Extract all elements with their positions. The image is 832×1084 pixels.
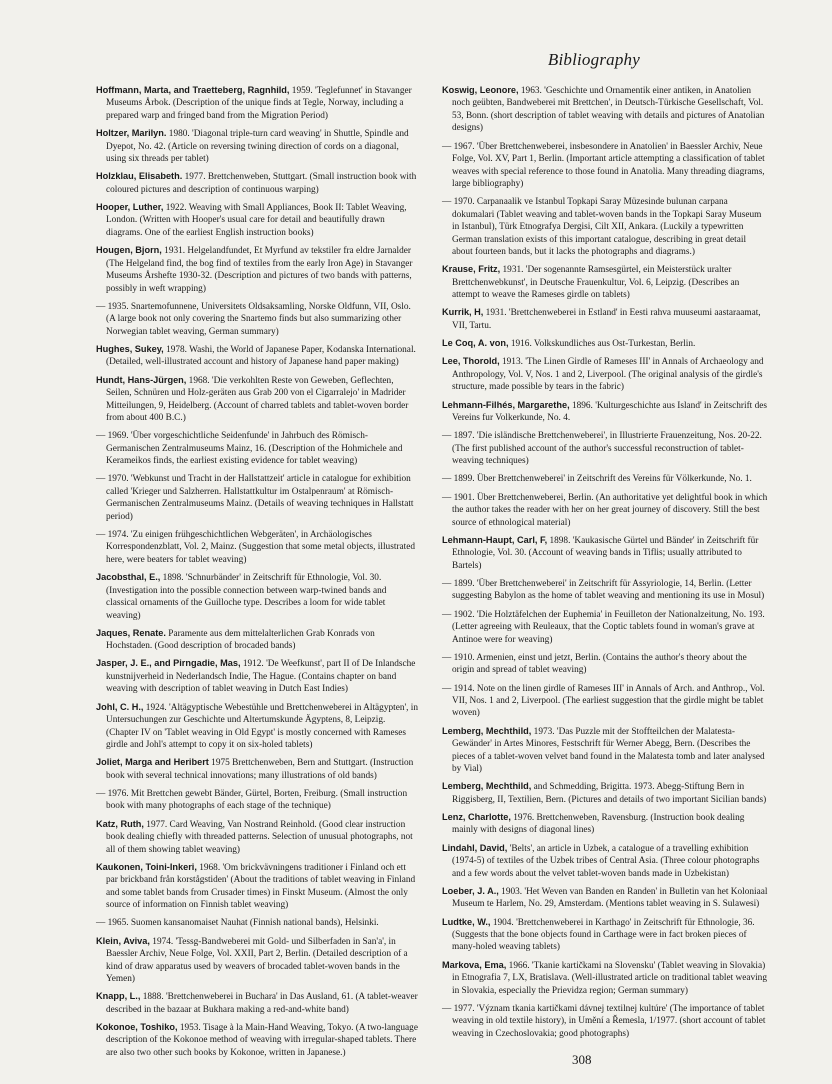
- bibliography-entry: [96, 861, 420, 912]
- page-header: Bibliography: [547, 50, 640, 69]
- entry-text: 1904. 'Brettchenweberei in Karthago' in Zeitschrift für Ethnologie, 36. (Suggests that the bone objects found in Carthage were in fact broken pieces of many-holed weaving tablets): [452, 917, 755, 953]
- left-column: [96, 84, 420, 1064]
- entry-text: 'Belts', an article in Uzbek, a catalogue of a travelling exhibition (1974-5) of textiles of the Uzbek tribes of Central Asia. (Three colour photographs and a few words about the velvet tablet-woven bands made in Uzbekistan): [452, 843, 760, 879]
- entry-text: 1973. 'Das Puzzle mit der Stoffteilchen der Malatesta-Gewänder' in Artes Minores, Festschrift für Werner Abegg, Bern. (Describes the pieces of a tablet-woven velvet band found in the Malatesta tomb and later analysed by Vial): [452, 726, 765, 775]
- bibliography-entry: [96, 170, 420, 196]
- entry-text: 1931. 'Brettchenweberei in Estland' in Eesti rahva muuseumi aastaraamat, VII, Tartu.: [452, 308, 761, 331]
- entry-text: 1963. 'Geschichte und Ornamentik einer antiken, in Anatolien noch geübten, Bandweberei mit Brettchen', in Deutsch-Türkische Gesellschaft, Vol. 53, Bonn. (short description of tablet weaving with details and pictures of Anatolian designs): [452, 86, 765, 134]
- bibliography-entry: [96, 627, 420, 653]
- entry-text: 1896. 'Kulturgeschichte aus Island' in Zeitschrift des Vereins fur Volkerkunde, No. 4.: [452, 400, 767, 423]
- entry-text: — 1902. 'Die Holztäfelchen der Euphemia' in Feuilleton der Nationalzeitung, No. 193. (Letter agreeing with Reuleaux, that the Coptic tablets found in woman's grave at Antinoe were for weaving): [442, 609, 765, 645]
- entry-text: — 1901. Über Brettchenweberei, Berlin. (An authoritative yet delightful book in which the author takes the reader with her on her great journey of discovery. Still the best source of ethnological material): [442, 492, 768, 528]
- entry-author: Koswig, Leonore,: [442, 85, 519, 95]
- entry-text: — 1935. Snartemofunnene, Universitets Oldsaksamling, Norske Oldfunn, VII, Oslo. (A large book not only covering the Snartemo finds but also summarizing other Norwegian tablet weaving, German summary): [96, 301, 411, 337]
- bibliography-entry: [96, 818, 420, 856]
- bibliography-entry: [96, 472, 420, 523]
- entry-text: 1898. 'Kaukasische Gürtel und Bänder' in Zeitschrift für Ethnologie, Vol. 30. (Account of weaving bands in Tiflis; usually attributed to Bartels): [452, 535, 759, 571]
- entry-text: 1959. 'Teglefunnet' in Stavanger Museums Årbok. (Description of the unique finds at Tegle, Norway, including a prepared warp and fringed band from the Migration Period): [106, 86, 412, 121]
- entry-author: Lindahl, David,: [442, 842, 508, 853]
- entry-text: 1977. Brettchenweben, Stuttgart. (Small instruction book with coloured pictures and description of continuous warping): [106, 172, 417, 195]
- bibliography-entry: [96, 1021, 420, 1059]
- entry-text: 1916. Volkskundliches aus Ost-Turkestan, Berlin.: [508, 339, 696, 350]
- entry-text: 1980. 'Diagonal triple-turn card weaving' in Shuttle, Spindle and Dyepot, No. 42. (Article on reversing twining direction of cords on a diagonal, using six threads per tablet): [106, 129, 409, 165]
- entry-author: Kaukonen, Toini-Inkeri,: [96, 861, 197, 872]
- entry-text: 1922. Weaving with Small Appliances, Book II: Tablet Weaving, London. (Written with Hooper's usual care for detail and beautifully drawn diagrams. One of the earliest English instruction books): [106, 203, 407, 238]
- entry-text: — 1897. 'Die isländische Brettchenweberei', in Illustrierte Frauenzeitung, Nos. 20-22. (The first published account of the author's successful reconstruction of tablet-weaving techniques): [442, 431, 762, 467]
- entry-text: 1913. 'The Linen Girdle of Rameses III' in Annals of Archaeology and Anthropology, Vol. V, Nos. 1 and 2, Liverpool. (The original analysis of the girdle's structure, made possible by tears in the fabric): [452, 357, 764, 393]
- entry-text: Paramente aus dem mittelalterlichen Grab Konrads von Hochstaden. (Good description of brocaded bands): [106, 628, 375, 652]
- bibliography-entry: [96, 300, 420, 338]
- entry-author: Hoffmann, Marta, and Traetteberg, Ragnhild,: [96, 85, 290, 95]
- bibliography-entry: [442, 429, 768, 467]
- bibliography-entry: [96, 528, 420, 566]
- entry-author: Hooper, Luther,: [96, 202, 164, 213]
- bibliography-entry: [442, 263, 768, 301]
- bibliography-entry: [442, 682, 768, 720]
- entry-text: and Schmedding, Brigitta. 1973. Abegg-Stiftung Bern in Riggisberg, II, Textilien, Bern. (Pictures and details of two important Sicilian bands): [452, 782, 767, 805]
- entry-text: — 1977. 'Význam tkania kartičkami dávnej textilnej kultúre' (The importance of tablet weaving in old textile history), in Umění a Řemesla, 1/1977. (short account of tablet weaving in Czechoslovakia; good photographs): [442, 1003, 766, 1039]
- entry-text: 1966. 'Tkanie kartičkami na Slovensku' (Tablet weaving in Slovakia) in Etnografia 7, LX, Bratislava. (Well-illustrated article on traditional tablet weaving in Slovakia, especially the Prievidza region; German summary): [452, 960, 767, 996]
- entry-text: 1953. Tisage à la Main-Hand Weaving, Tokyo. (A two-language description of the Kokonoe method of weaving with irregular-shaped tablets. There are also two other such books by Kokonoe, written in Japanese.): [106, 1022, 418, 1058]
- bibliography-entry: [96, 787, 420, 813]
- entry-author: Klein, Aviva,: [96, 935, 150, 946]
- bibliography-entry: [442, 399, 768, 425]
- entry-author: Markova, Ema,: [442, 959, 507, 970]
- bibliography-entry: [96, 374, 420, 425]
- entry-author: Jacobsthal, E.,: [96, 572, 161, 583]
- bibliography-entry: [96, 201, 420, 239]
- entry-text: — 1970. Carpanaalik ve Istanbul Topkapi Saray Müzesinde bulunan carpana dokumalari (Tablet weaving and tablet-woven bands in the Topkapi Saray Museum in Istanbul), Türk Etnografya Dergisi, Cilt XII, Ankara. (Luckily a typewritten German translation exists of this important catalogue, describing in great detail about fourteen bands, but it lacks the photographs and diagrams.): [442, 197, 762, 258]
- entry-author: Kurrik, H,: [442, 307, 484, 318]
- bibliography-entry: [442, 577, 768, 603]
- entry-author: Lenz, Charlotte,: [442, 812, 511, 822]
- page-number: 308: [572, 1052, 592, 1067]
- entry-author: Lemberg, Mechthild,: [442, 725, 532, 736]
- entry-text: 1898. 'Schnurbänder' in Zeitschrift für Ethnologie, Vol. 30. (Investigation into the possible connection between warp-twined bands and classical ornaments of the Guilloche type. Describes a loom for wide tablet weaving): [106, 573, 387, 621]
- entry-author: Lee, Thorold,: [442, 356, 500, 367]
- entry-text: 1978. Washi, the World of Japanese Paper, Kodanska International. (Detailed, well-illustrated account and history of Japanese hand paper making): [106, 344, 416, 368]
- entry-author: Kokonoe, Toshiko,: [96, 1021, 178, 1032]
- bibliography-entry: [442, 491, 768, 529]
- bibliography-entry: [442, 842, 768, 880]
- bibliography-entry: [442, 140, 768, 191]
- entry-text: — 1914. Note on the linen girdle of Rameses III' in Annals of Arch. and Anthrop., Vol. VII, Nos. 1 and 2, Liverpool. (The earliest suggestion that the girdle might be tablet woven): [442, 683, 765, 719]
- bibliography-entry: [442, 355, 768, 393]
- entry-text: 1888. 'Brettchenweberei in Buchara' in Das Ausland, 61. (A tablet-weaver described in the bazaar at Bukhara making a red-and-white band): [106, 992, 418, 1015]
- bibliography-entry: [96, 244, 420, 295]
- bibliography-entry: [442, 811, 768, 837]
- entry-author: Knapp, L.,: [96, 991, 141, 1002]
- bibliography-entry: [442, 651, 768, 677]
- bibliography-entry: [442, 725, 768, 776]
- bibliography-entry: [96, 84, 420, 122]
- bibliography-entry: [96, 701, 420, 752]
- entry-text: 1931. Helgelandfundet, Et Myrfund av tekstiler fra eldre Jarnalder (The Helgeland find, the bog find of textiles from the early Iron Age) in Stavanger Museums Årshefte 1930-32. (Description and pictures of two bands with patterns, possibly in weft wrapping): [106, 246, 413, 294]
- entry-text: 1903. 'Het Weven van Banden en Randen' in Bulletin van het Koloniaal Museum te Harlem, No. 29, Amsterdam. (Mentions tablet weaving in S. Sulawesi): [452, 886, 768, 910]
- right-column: [442, 84, 768, 1045]
- entry-author: Jaques, Renate.: [96, 627, 166, 638]
- entry-author: Lehmann-Filhés, Margarethe,: [442, 399, 570, 410]
- bibliography-entry: [96, 343, 420, 369]
- bibliography-entry: [442, 885, 768, 911]
- entry-text: — 1965. Suomen kansanomaiset Nauhat (Finnish national bands), Helsinki.: [96, 918, 379, 929]
- bibliography-entry: [96, 571, 420, 622]
- entry-text: 1975 Brettchenweben, Bern and Stuttgart. (Instruction book with several technical innovations; many illustrations of old bands): [106, 758, 414, 781]
- bibliography-entry: [96, 756, 420, 782]
- entry-author: Holzklau, Elisabeth.: [96, 171, 183, 182]
- entry-text: — 1899. Über Brettchenweberei' in Zeitschrift des Vereins für Völkerkunde, No. 1.: [442, 474, 752, 485]
- bibliography-entry: [96, 935, 420, 986]
- entry-author: Joliet, Marga and Heribert: [96, 757, 209, 768]
- entry-text: — 1970. 'Webkunst und Tracht in der Hallstattzeit' article in catalogue for exhibition called 'Krieger und Salzherren. Hallstattkultur im Ostalpenraum' at Römisch-Germanischen Zentralmuseums Mainz. (Details of weaving techniques in Hallstatt period): [96, 474, 414, 522]
- entry-author: Katz, Ruth,: [96, 818, 144, 829]
- bibliography-entry: [442, 780, 768, 806]
- entry-author: Le Coq, A. von,: [442, 338, 509, 349]
- bibliography-entry: [442, 608, 768, 646]
- bibliography-entry: [442, 534, 768, 572]
- entry-text: 1968. 'Om brickvävningens traditioner i Finland och ett par brickband från korstågstiden' (About the traditions of tablet weaving in Finland and some tablet bands from Crusader times) in Finskt Museum. (Almost the only source of information on Finnish tablet weaving): [106, 862, 416, 911]
- bibliography-entry: [442, 1002, 768, 1040]
- bibliography-entry: [442, 916, 768, 954]
- entry-author: Johl, C. H.,: [96, 701, 144, 712]
- entry-author: Hougen, Bjorn,: [96, 245, 162, 256]
- entry-author: Ludtke, W.,: [442, 916, 491, 927]
- bibliography-entry: [442, 84, 768, 135]
- entry-author: Hundt, Hans-Jürgen,: [96, 374, 187, 385]
- entry-author: Jasper, J. E., and Pirngadie, Mas,: [96, 658, 241, 669]
- bibliography-entry: [96, 127, 420, 165]
- entry-text: 1924. 'Altägyptische Webestühle und Brettchenweberei in Altägypten', in Untersuchungen zur Geschichte und Altertumskunde Ägyptens, 8, Leipzig. (Chapter IV on 'Tablet weaving in Old Egypt' is mostly concerned with Rameses girdle and Johl's attempt to copy it on six-holed tablets): [106, 702, 419, 750]
- entry-author: Lemberg, Mechthild,: [442, 781, 532, 792]
- bibliography-entry: [96, 916, 420, 929]
- entry-text: 1974. 'Tessg-Bandweberei mit Gold- und Silberfaden in San'a', in Baessler Archiv, Neue Folge, Vol. XXII, Part 2, Berlin. (Detailed description of a kind of draw apparatus used by weavers of brocaded tablet-woven bands in the Yemen): [106, 936, 408, 985]
- entry-text: — 1976. Mit Brettchen gewebt Bänder, Gürtel, Borten, Freiburg. (Small instruction book with many photographs of each stage of the technique): [96, 788, 408, 812]
- entry-text: 1968. 'Die verkohlten Reste von Geweben, Geflechten, Seilen, Schnüren und Holz-geräten aus Grab 200 von el Cigarralejo' in Madrider Mitteilungen, 9, Heidelberg. (Account of charred tablets and tablet-woven border from about 400 B.C.): [106, 375, 409, 423]
- entry-text: — 1974. 'Zu einigen frühgeschichtlichen Webgeräten', in Archäologisches Korrespondenzblatt, Vol. 2, Mainz. (Suggestion that some metal objects, illustrated here, were beaters for tablet weaving): [96, 530, 415, 565]
- bibliography-entry: [442, 306, 768, 332]
- entry-text: — 1967. 'Über Brettchenweberei, insbesondere in Anatolien' in Baessler Archiv, Neue Folge, Vol. XV, Part 1, Berlin. (Important article attempting a classification of tablet weaves with special reference to those found in Anatolia. Many threading diagrams, large bibliography): [442, 141, 765, 189]
- entry-author: Hughes, Sukey,: [96, 343, 164, 354]
- entry-author: Krause, Fritz,: [442, 264, 501, 275]
- bibliography-entry: [442, 959, 768, 997]
- entry-text: — 1910. Armenien, einst und jetzt, Berlin. (Contains the author's theory about the origin and spread of tablet weaving): [442, 652, 747, 676]
- entry-text: — 1899. 'Über Brettchenweberei' in Zeitschrift für Assyriologie, 14, Berlin. (Letter suggesting Babylon as the home of tablet weaving and mentioning its use in Mosul): [442, 578, 765, 602]
- entry-text: 1977. Card Weaving, Van Nostrand Reinhold. (Good clear instruction book dealing chiefly with threaded patterns. Selection of unusual photographs, not all of them showing tablet weaving): [106, 819, 413, 855]
- bibliography-entry: [442, 195, 768, 258]
- entry-text: — 1969. 'Über vorgeschichtliche Seidenfunde' in Jahrbuch des Römisch-Germanischen Zentralmuseums Mainz, 16. (Description of the Hohmichele and Kerameikos finds, the earliest existing evidence for tablet weaving): [96, 431, 403, 467]
- bibliography-entry: [442, 337, 768, 350]
- entry-author: Loeber, J. A.,: [442, 885, 499, 896]
- bibliography-entry: [442, 472, 768, 485]
- entry-text: 1931. 'Der sogenannte Ramsesgürtel, ein Meisterstück uralter Brettchenwebkunst', in Deutsche Frauenkultur, Vol. 6, Leipzig. (Describes an attempt to weave the Rameses girdle on tablets): [452, 265, 740, 301]
- entry-text: 1912. 'De Weefkunst', part II of De Inlandsche kunstnijverheid in Nederlandsch Indie, The Hague. (Contains chapter on band weaving with description of tablet weaving in Dutch East Indies): [106, 659, 416, 695]
- entry-author: Lehmann-Haupt, Carl, F,: [442, 534, 548, 545]
- bibliography-entry: [96, 990, 420, 1016]
- entry-text: 1976. Brettchenweben, Ravensburg. (Instruction book dealing mainly with designs of diagonal lines): [452, 813, 745, 836]
- entry-author: Holtzer, Marilyn.: [96, 128, 167, 139]
- bibliography-entry: [96, 657, 420, 695]
- bibliography-entry: [96, 429, 420, 467]
